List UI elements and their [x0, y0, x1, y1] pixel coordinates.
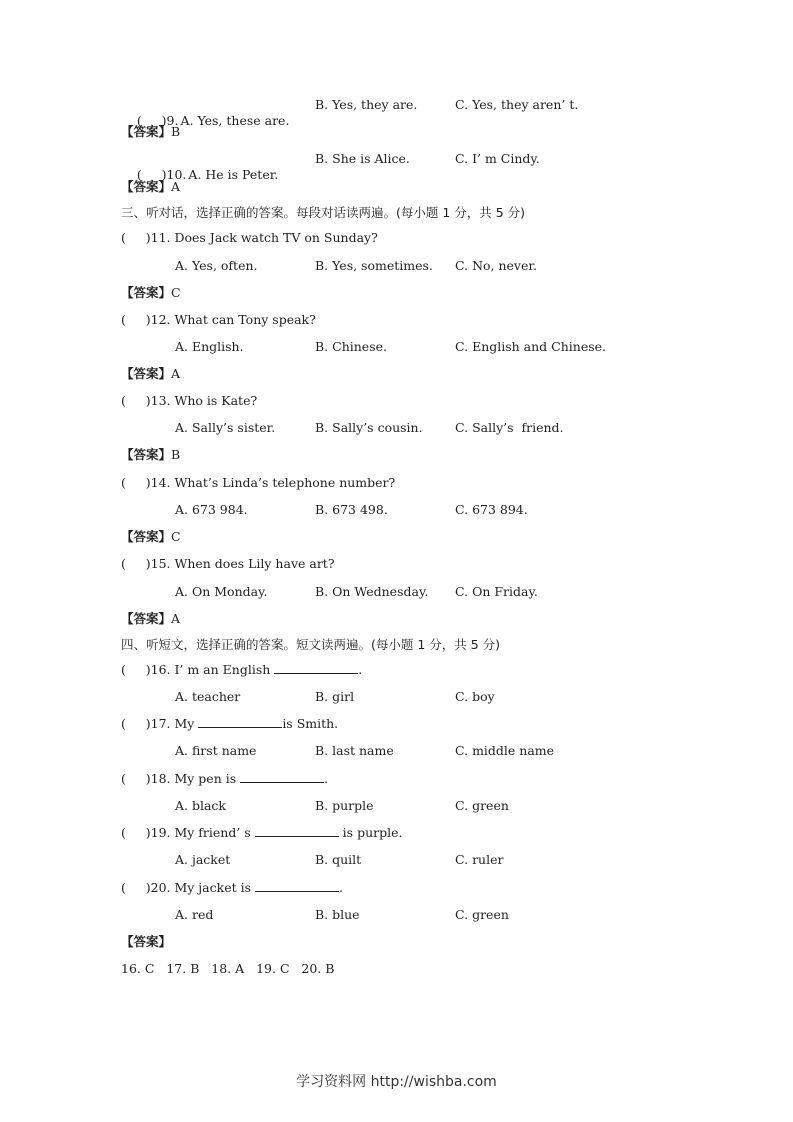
option-b: B. She is Alice.: [315, 151, 410, 166]
answer-value: C: [171, 285, 181, 300]
answer-value: A: [171, 179, 181, 194]
fill-in-blank: [255, 880, 339, 892]
option-b: B. On Wednesday.: [315, 584, 429, 599]
option-a: A. Yes, these are.: [180, 113, 290, 128]
answer-label: 【答案】: [121, 447, 172, 462]
question-13-stem: ( )13. Who is Kate?: [121, 393, 258, 408]
answer-paren: ( ): [136, 113, 167, 128]
question-17-stem: [121, 716, 338, 732]
question-number: 10.: [166, 167, 187, 182]
answer-label: 【答案】: [121, 529, 172, 544]
option-a: A. 673 984.: [175, 502, 248, 517]
option-c: C. middle name: [455, 743, 555, 758]
stem-end: .: [324, 771, 329, 786]
option-a: A. English.: [175, 339, 244, 354]
option-c: C. ruler: [455, 852, 504, 867]
option-a: A. On Monday.: [175, 584, 268, 599]
answer-14: [121, 529, 181, 545]
option-c: C. green: [455, 798, 509, 813]
answer-value: C: [171, 529, 181, 544]
section-3-heading: 三、听对话，选择正确的答案。每段对话读两遍。(每小题 1 分，共 5 分): [121, 205, 526, 220]
option-a: A. first name: [175, 743, 257, 758]
answer-label: 【答案】: [121, 366, 172, 381]
option-c: C. 673 894.: [455, 502, 528, 517]
option-c: C. green: [455, 907, 509, 922]
question-18-stem: [121, 771, 328, 787]
question-11-stem: ( )11. Does Jack watch TV on Sunday?: [121, 230, 378, 245]
fill-in-blank: [255, 825, 339, 837]
question-number: 9.: [166, 113, 179, 128]
stem-end: .: [339, 880, 343, 895]
option-b: B. Chinese.: [315, 339, 387, 354]
answer-value: B: [171, 124, 181, 139]
option-c: C. I’ m Cindy.: [455, 151, 540, 166]
option-a: A. He is Peter.: [188, 167, 279, 182]
option-b: B. purple: [315, 798, 374, 813]
option-b: B. girl: [315, 689, 355, 704]
option-a: A. Sally’s sister.: [175, 420, 276, 435]
stem-end: is purple.: [338, 825, 403, 840]
answer-label: 【答案】: [121, 611, 172, 626]
fill-in-blank: [240, 771, 324, 783]
option-b: B. last name: [315, 743, 394, 758]
footer-watermark: 学习资料网 http://wishba.com: [296, 1074, 497, 1090]
answer-label: 【答案】: [121, 124, 172, 139]
answer-13: [121, 447, 180, 463]
option-c: C. boy: [455, 689, 495, 704]
answer-label: 【答案】: [121, 179, 172, 194]
option-a: A. red: [175, 907, 214, 922]
stem-text: ( )16. I’ m an English: [121, 662, 275, 677]
answer-9: [121, 124, 180, 140]
stem-text: ( )20. My jacket is: [121, 880, 255, 895]
question-16-stem: [121, 662, 362, 678]
option-a: A. black: [175, 798, 227, 813]
final-answer-label: 【答案】: [121, 934, 172, 949]
option-c: C. Sally’s friend.: [455, 420, 564, 435]
section-4-heading: 四、听短文，选择正确的答案。短文读两遍。(每小题 1 分，共 5 分): [121, 637, 501, 652]
answer-value: A: [171, 366, 181, 381]
option-c: C. English and Chinese.: [455, 339, 607, 354]
question-20-stem: [121, 880, 343, 896]
answer-10: [121, 179, 180, 195]
question-15-stem: ( )15. When does Lily have art?: [121, 556, 335, 571]
stem-text: ( )19. My friend’ s: [121, 825, 255, 840]
option-b: B. Sally’s cousin.: [315, 420, 423, 435]
stem-text: ( )18. My pen is: [121, 771, 241, 786]
fill-in-blank: [274, 662, 358, 674]
option-b: B. 673 498.: [315, 502, 388, 517]
option-b: B. blue: [315, 907, 360, 922]
answer-15: [121, 611, 180, 627]
answer-value: B: [171, 447, 181, 462]
stem-end: is Smith.: [282, 716, 339, 731]
answer-11: [121, 285, 181, 301]
stem-text: ( )17. My: [121, 716, 199, 731]
option-c: C. On Friday.: [455, 584, 538, 599]
option-a: A. jacket: [175, 852, 231, 867]
option-b: B. Yes, they are.: [315, 97, 418, 112]
option-b: B. Yes, sometimes.: [315, 258, 433, 273]
answer-label: 【答案】: [121, 285, 172, 300]
answer-paren: ( ): [136, 167, 167, 182]
final-answer-values: 16. C 17. B 18. A 19. C 20. B: [121, 961, 335, 976]
option-b: B. quilt: [315, 852, 362, 867]
question-19-stem: [121, 825, 402, 841]
option-c: C. Yes, they aren’ t.: [455, 97, 579, 112]
answer-value: A: [171, 611, 181, 626]
question-14-stem: ( )14. What’s Linda’s telephone number?: [121, 475, 396, 490]
fill-in-blank: [198, 716, 282, 728]
question-12-stem: ( )12. What can Tony speak?: [121, 312, 316, 327]
option-a: A. teacher: [175, 689, 241, 704]
option-c: C. No, never.: [455, 258, 537, 273]
option-a: A. Yes, often.: [175, 258, 258, 273]
answer-12: [121, 366, 180, 382]
stem-end: .: [358, 662, 363, 677]
